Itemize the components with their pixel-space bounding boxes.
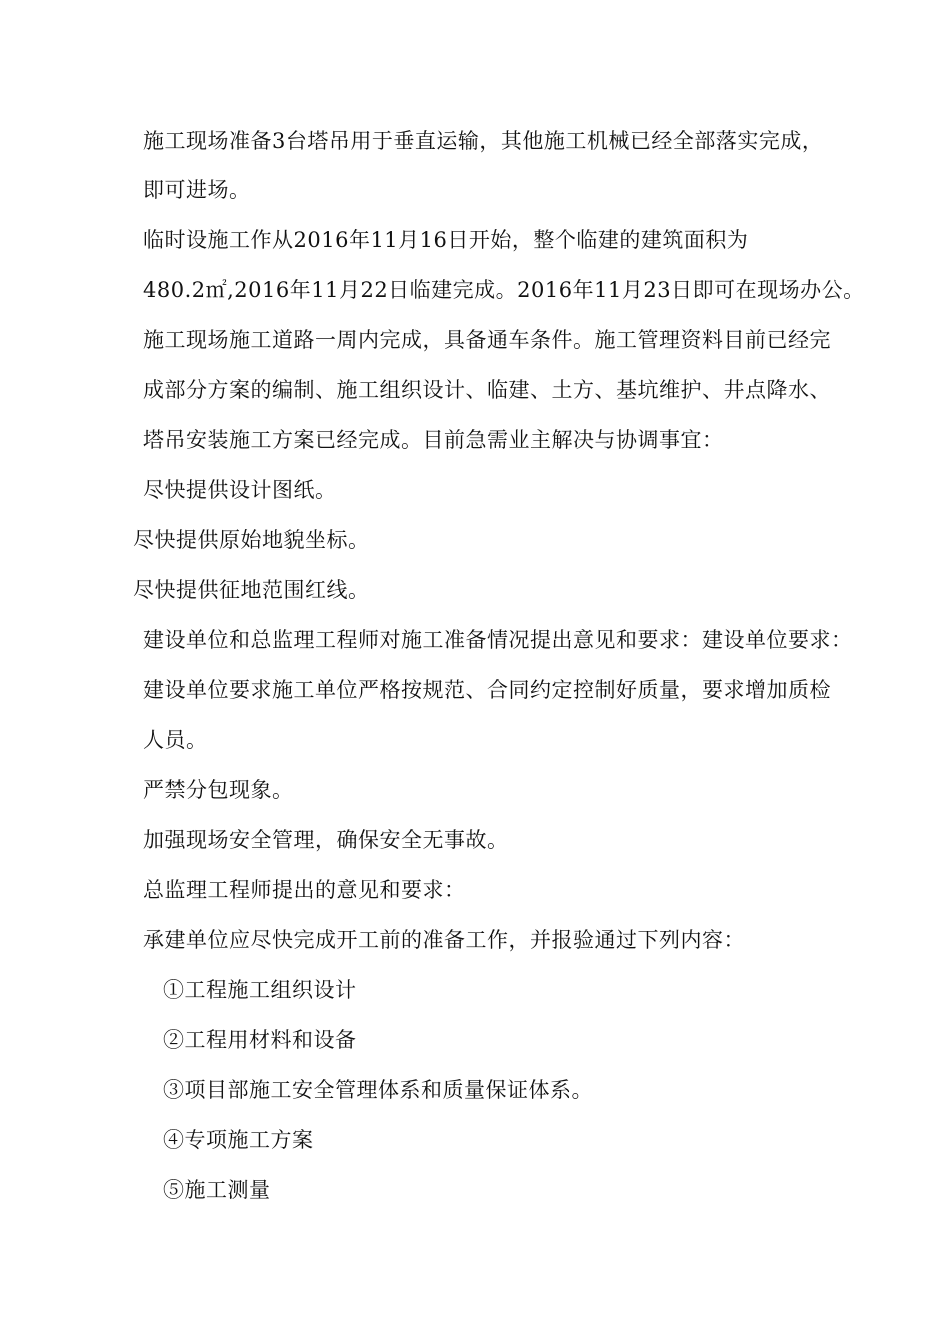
paragraph-line-12: 承建单位应尽快完成开工前的准备工作，并报验通过下列内容： — [143, 928, 745, 952]
paragraph-line-5: 施工现场施工道路一周内完成，具备通车条件。施工管理资料目前已经完 — [143, 328, 831, 352]
list-item-5: 加强现场安全管理，确保安全无事故。 — [143, 828, 509, 852]
paragraph-line-4: 480.2㎡,2016年11月22日临建完成。2016年11月23日即可在现场办公。 — [143, 278, 865, 302]
paragraph-line-11: 总监理工程师提出的意见和要求： — [143, 878, 466, 902]
numbered-item-2: ②工程用材料和设备 — [163, 1028, 357, 1052]
numbered-item-5: ⑤施工测量 — [163, 1178, 271, 1202]
paragraph-line-10: 人员。 — [143, 728, 208, 752]
list-item-1: 尽快提供设计图纸。 — [143, 478, 337, 502]
list-item-2: 尽快提供原始地貌坐标。 — [133, 528, 370, 552]
paragraph-line-1: 施工现场准备3台塔吊用于垂直运输，其他施工机械已经全部落实完成， — [143, 129, 824, 153]
paragraph-line-8: 建设单位和总监理工程师对施工准备情况提出意见和要求：建设单位要求： — [143, 628, 853, 652]
paragraph-line-3: 临时设施工作从2016年11月16日开始，整个临建的建筑面积为 — [143, 228, 749, 252]
numbered-item-1: ①工程施工组织设计 — [163, 978, 357, 1002]
paragraph-line-9: 建设单位要求施工单位严格按规范、合同约定控制好质量，要求增加质检 — [143, 678, 831, 702]
paragraph-line-2: 即可进场。 — [143, 178, 251, 202]
numbered-item-3: ③项目部施工安全管理体系和质量保证体系。 — [163, 1078, 593, 1102]
paragraph-line-7: 塔吊安装施工方案已经完成。目前急需业主解决与协调事宜： — [143, 428, 724, 452]
paragraph-line-6: 成部分方案的编制、施工组织设计、临建、土方、基坑维护、井点降水、 — [143, 378, 831, 402]
numbered-item-4: ④专项施工方案 — [163, 1128, 314, 1152]
list-item-4: 严禁分包现象。 — [143, 778, 294, 802]
list-item-3: 尽快提供征地范围红线。 — [133, 578, 370, 602]
